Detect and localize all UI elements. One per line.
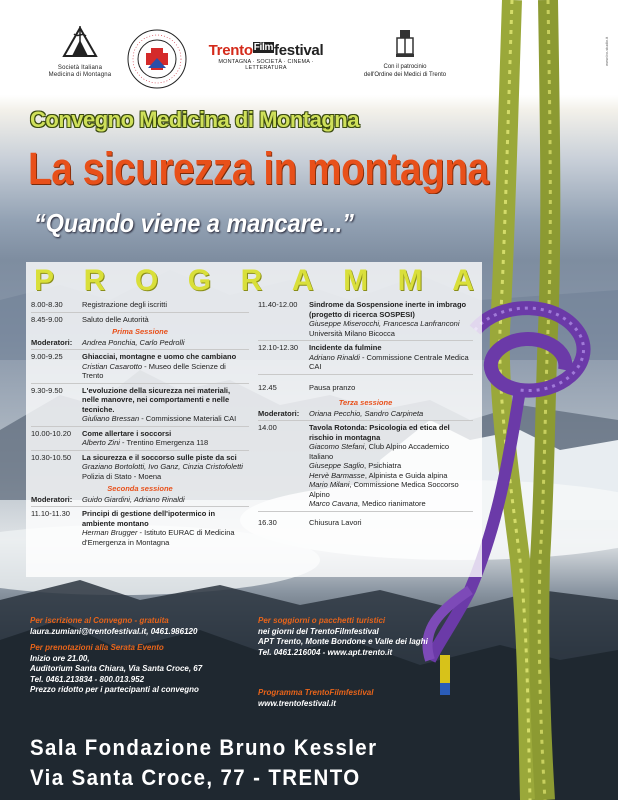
row-time: 8.45-9.00 [31, 314, 63, 324]
row-time: 12.10-12.30 [258, 343, 299, 352]
moderators-row [31, 495, 249, 505]
talk-speaker: Adriano Rinaldi [309, 352, 360, 362]
talk-title: Come allertare i soccorsi [82, 428, 172, 438]
talk-speaker: Herman Brugger [82, 528, 138, 537]
program-letter: A [452, 264, 474, 297]
ordine-medici-emblem-icon [394, 28, 416, 58]
panelist [309, 480, 473, 499]
sim-logo [40, 22, 120, 79]
talk-title: Ghiacciai, montagne e uomo che cambiano [82, 352, 237, 361]
program-letter: M [343, 264, 369, 297]
info-line: Prezzo ridotto per i partecipanti al convegno [30, 685, 199, 694]
talk-speaker: Giuliano Bressan [82, 414, 140, 423]
moderators-names: Oriana Pecchio, Sandro Carpineta [309, 408, 424, 418]
info-line: Auditorium Santa Chiara, Via Santa Croce, 67 [30, 664, 203, 673]
talk-title: Principi di gestione dell'ipotermico in ambiente montano [82, 509, 216, 528]
talk-speaker: Cristian Casarotto [82, 361, 143, 371]
info-line: Inizio ore 21.00, [30, 653, 90, 663]
info-heading: Per prenotazioni alla Serata Evento [30, 643, 164, 652]
row-time: 9.30-9.50 [31, 385, 63, 395]
info-line: Tel. 0461.213834 - 800.013.952 [30, 674, 145, 684]
moderators-label: Moderatori: [258, 408, 300, 418]
panelist-role: , Alpinista e Guida alpina [364, 470, 448, 480]
tff-film: Film [253, 42, 274, 53]
row-desc: Chiusura Lavori [309, 517, 362, 527]
talk-speaker: Giuseppe Miserocchi, Francesca Lanfranconi [309, 319, 460, 328]
info-line[interactable]: laura.zumiani@trentofestival.it, 0461.986120 [30, 626, 198, 636]
patronage-logo [345, 28, 465, 79]
program-row [258, 300, 473, 338]
panelist-role: , Medico rianimatore [357, 499, 426, 508]
row-time: 11.40-12.00 [258, 300, 298, 309]
program-row [31, 509, 249, 547]
panelist [309, 471, 473, 481]
talk-title: L'evoluzione della sicurezza nei materiali, nelle manovre, nei comportamenti e nelle tecniche. [82, 385, 231, 414]
panelist-role: , Psichiatra [364, 461, 402, 470]
side-credit: www.bo-studio.it [604, 36, 609, 66]
row-desc: Registrazione degli iscritti [82, 300, 168, 309]
sim-emblem-icon [60, 22, 100, 60]
talk-title: Incidente da fulmine [309, 343, 382, 352]
program-row [258, 383, 473, 393]
program-heading [34, 264, 474, 298]
panelist-role: , Commissione Medica Soccorso Alpino [309, 480, 459, 499]
info-right [258, 616, 468, 709]
panelist-name: Hervè Barmasse [309, 470, 365, 480]
program-row [31, 429, 249, 448]
talk-speaker: Graziano Bortolotti, Ivo Ganz, Cinzia Cristofoletti [82, 462, 243, 471]
program-row [31, 315, 249, 325]
moderators-names: Guido Giardini, Adriano Rinaldi [82, 494, 185, 504]
program-letter: P [34, 264, 55, 297]
talk-title: Sindrome da Sospensione inerte in imbrago (progetto di ricerca SOSPESI) [309, 300, 467, 319]
convegno-heading: Convegno Medicina di Montagna [30, 107, 359, 132]
panelist [309, 461, 473, 471]
info-heading: Programma TrentoFilmfestival [258, 688, 374, 697]
tff-trento: Trento [208, 42, 253, 59]
session-heading: Seconda sessione [107, 484, 173, 493]
tff-festival: festival [274, 42, 324, 59]
program-row [31, 453, 249, 482]
info-line[interactable]: www.trentofestival.it [258, 698, 336, 708]
sim-logo-line1: Società Italiana [57, 65, 103, 71]
talk-affiliation: - Commissione Materiali CAI [139, 414, 237, 423]
row-time: 14.00 [258, 423, 277, 432]
cai-emblem-icon [126, 28, 188, 90]
moderators-label: Moderatori: [31, 337, 73, 347]
session-heading: Terza sessione [338, 398, 393, 407]
info-line[interactable]: Tel. 0461.216004 - www.apt.trento.it [258, 647, 393, 657]
panelist-role: , Club Alpino Accademico Italiano [309, 442, 450, 461]
session-heading: Prima Sessione [112, 327, 168, 336]
talk-affiliation: Università Milano Bicocca [309, 328, 395, 338]
program-row [31, 386, 249, 424]
row-time: 9.00-9.25 [31, 352, 63, 361]
event-subtitle: “Quando viene a mancare...” [34, 208, 354, 238]
program-row [258, 343, 473, 372]
info-heading: Per iscrizione al Convegno - gratuita [30, 616, 169, 625]
row-time: 8.00-8.30 [31, 300, 63, 309]
talk-affiliation: Polizia di Stato - Moena [82, 471, 162, 481]
row-time: 16.30 [258, 517, 277, 527]
talk-affiliation: - Trentino Emergenza 118 [119, 438, 209, 447]
program-letter: R [83, 264, 106, 297]
program-left-column [31, 300, 249, 547]
moderators-names: Andrea Ponchia, Carlo Pedrolli [82, 337, 185, 347]
talk-affiliation: - Istituto EURAC di Medicina d'Emergenza in Montagna [82, 528, 235, 547]
talk-speaker: Alberto Zini [82, 438, 120, 447]
patronage-line2: dell'Ordine dei Medici di Trento [363, 72, 447, 78]
trentofilmfestival-logo [206, 42, 326, 71]
venue-line2: Via Santa Croce, 77 - TRENTO [30, 765, 361, 790]
row-desc: Pausa pranzo [309, 382, 356, 392]
program-row [258, 518, 473, 528]
panelist-name: Mario Milani [309, 480, 350, 489]
panelist-name: Marco Cavana [309, 499, 358, 508]
info-line: nei giorni del TrentoFilmfestival [258, 626, 379, 636]
panelist-name: Giuseppe Saglio [309, 461, 365, 470]
event-title: La sicurezza in montagna [28, 143, 489, 194]
patronage-line1: Con il patrocinio [383, 64, 427, 70]
moderators-row [31, 338, 249, 348]
info-heading: Per soggiorni o pacchetti turistici [258, 616, 386, 625]
row-time: 10.00-10.20 [31, 428, 72, 438]
panelist [309, 499, 473, 509]
panelist-name: Giacomo Stefani [309, 442, 365, 451]
row-desc: Saluto delle Autorità [82, 314, 149, 324]
program-row [31, 300, 249, 310]
info-left [30, 616, 260, 696]
row-time: 11.10-11.30 [31, 509, 70, 518]
talk-title: La sicurezza e il soccorso sulle piste da sci [82, 452, 237, 462]
row-time: 10.30-10.50 [31, 452, 72, 462]
program-letter: M [397, 264, 423, 297]
header-logos [0, 0, 618, 100]
program-letter: A [291, 264, 314, 297]
row-time: 12.45 [258, 382, 277, 392]
program-row [258, 423, 473, 509]
talk-affiliation: - Commissione Centrale Medica CAI [309, 352, 469, 371]
talk-title: Tavola Rotonda: Psicologia ed etica del rischio in montagna [309, 423, 450, 442]
panelist [309, 442, 473, 461]
program-row [31, 352, 249, 381]
moderators-row [258, 409, 473, 419]
moderators-label: Moderatori: [31, 494, 73, 504]
program-right-column [258, 300, 473, 527]
info-line: APT Trento, Monte Bondone e Valle dei laghi [258, 637, 428, 646]
program-box [26, 262, 482, 577]
venue-line1: Sala Fondazione Bruno Kessler [30, 735, 378, 760]
sim-logo-line2: Medicina di Montagna [48, 72, 112, 78]
talk-affiliation: - Museo delle Scienze di Trento [82, 361, 226, 380]
tff-subline: MONTAGNA · SOCIETÀ · CINEMA · LETTERATURA [218, 59, 314, 71]
program-letter: R [240, 264, 263, 297]
program-letter: O [134, 264, 159, 297]
program-letter: G [187, 264, 212, 297]
cai-logo [126, 28, 188, 90]
